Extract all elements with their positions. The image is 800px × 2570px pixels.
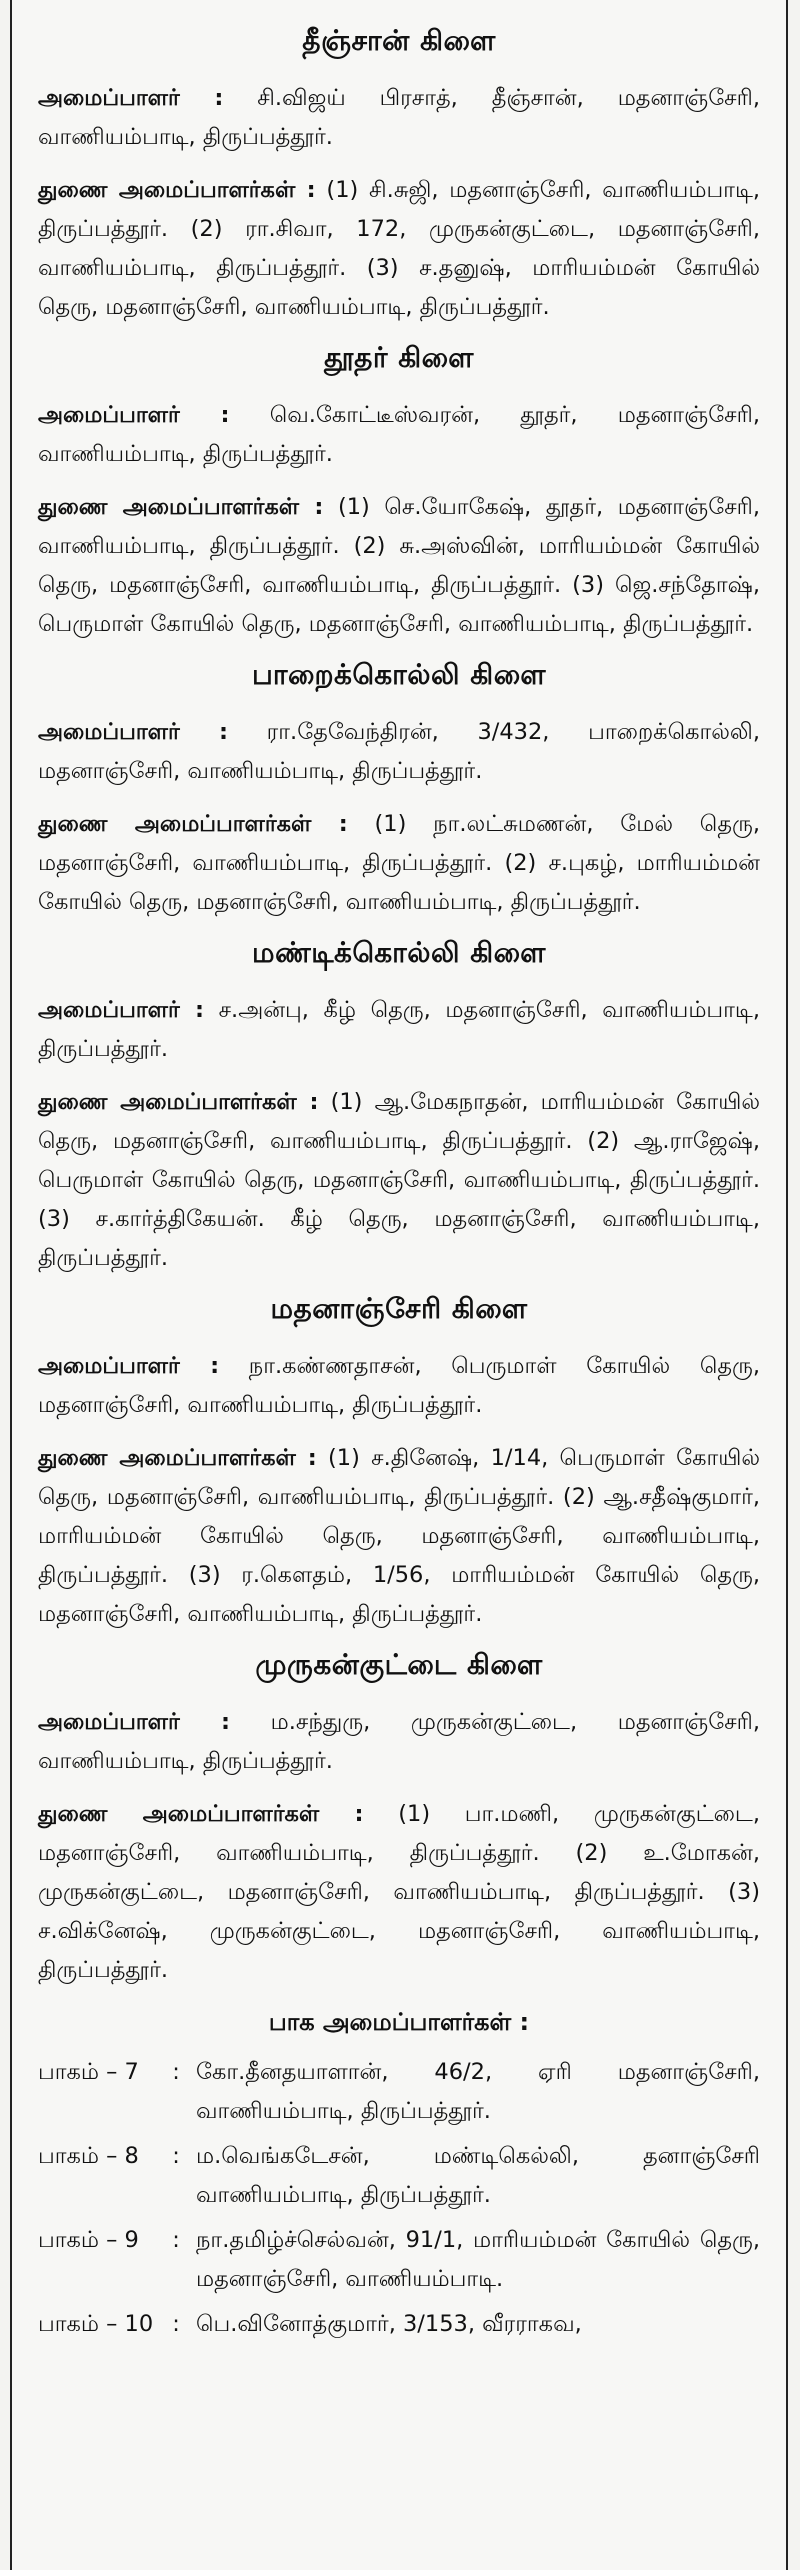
organizer-label: அமைப்பாளர் : (38, 402, 230, 428)
deputy-label: துணை அமைப்பாளர்கள் : (38, 494, 324, 520)
deputy-paragraph (38, 1083, 760, 1278)
organizer-paragraph (38, 1703, 760, 1781)
deputy-paragraph (38, 488, 760, 644)
part-colon: : (172, 2311, 180, 2337)
deputy-text: (1) ஆ.மேகநாதன், மாரியம்மன் கோயில் தெரு, மதனாஞ்சேரி, வாணியம்பாடி, திருப்பத்தூர். (2) ஆ.ராஜேஷ், பெருமாள் கோயில் தெரு, மதனாஞ்சேரி, வாணியம்பாடி, திருப்பத்தூர். (3) ச.கார்த்திகேயன். கீழ் தெரு, மதனாஞ்சேரி, வாணியம்பாடி, திருப்பத்தூர். (38, 1089, 760, 1271)
organizer-text: சி.விஜய் பிரசாத், தீஞ்சான், மதனாஞ்சேரி, வாணியம்பாடி, திருப்பத்தூர். (38, 85, 760, 150)
branch-title: மண்டிக்கொல்லி கிளை (252, 936, 546, 969)
deputy-text: (1) பா.மணி, முருகன்குட்டை, மதனாஞ்சேரி, வாணியம்பாடி, திருப்பத்தூர். (2) உ.மோகன், முருகன்குட்டை, மதனாஞ்சேரி, வாணியம்பாடி, திருப்பத்தூர். (3) ச.விக்னேஷ், முருகன்குட்டை, மதனாஞ்சேரி, வாணியம்பாடி, திருப்பத்தூர். (38, 1801, 760, 1983)
deputy-text: (1) ச.தினேஷ், 1/14, பெருமாள் கோயில் தெரு, மதனாஞ்சேரி, வாணியம்பாடி, திருப்பத்தூர். (2) ஆ.சதீஷ்குமார், மாரியம்மன் கோயில் தெரு, மதனாஞ்சேரி, வாணியம்பாடி, திருப்பத்தூர். (3) ர.கௌதம், 1/56, மாரியம்மன் கோயில் தெரு, மதனாஞ்சேரி, வாணியம்பாடி, திருப்பத்தூர். (38, 1445, 760, 1627)
organizer-label: அமைப்பாளர் : (38, 85, 224, 111)
organizer-paragraph (38, 991, 760, 1069)
branch-title: பாறைக்கொல்லி கிளை (252, 658, 546, 691)
deputy-text: (1) செ.யோகேஷ், தூதர், மதனாஞ்சேரி, வாணியம்பாடி, திருப்பத்தூர். (2) சு.அஸ்வின், மாரியம்மன் கோயில் தெரு, மதனாஞ்சேரி, வாணியம்பாடி, திருப்பத்தூர். (3) ஜெ.சந்தோஷ், பெருமாள் கோயில் தெரு, மதனாஞ்சேரி, வாணியம்பாடி, திருப்பத்தூர். (38, 494, 760, 637)
deputy-paragraph (38, 805, 760, 922)
part-number: பாகம் – 7 (38, 2059, 139, 2085)
part-number: பாகம் – 8 (38, 2143, 139, 2169)
part-colon: : (172, 2143, 180, 2169)
organizer-label: அமைப்பாளர் : (38, 997, 204, 1023)
branch-title: மதனாஞ்சேரி கிளை (270, 1292, 528, 1325)
part-number: பாகம் – 9 (38, 2227, 139, 2253)
organizer-label: அமைப்பாளர் : (38, 719, 229, 745)
part-organizers-title: பாக அமைப்பாளர்கள் : (268, 2008, 530, 2036)
branch-section (38, 936, 760, 1278)
branch-section (38, 341, 760, 644)
organizer-text: நா.கண்ணதாசன், பெருமாள் கோயில் தெரு, மதனாஞ்சேரி, வாணியம்பாடி, திருப்பத்தூர். (38, 1353, 760, 1418)
deputy-paragraph (38, 1795, 760, 1990)
part-organizer-text: ம.வெங்கடேசன், மண்டிகெல்லி, தனாஞ்சேரி வாணியம்பாடி, திருப்பத்தூர். (196, 2143, 760, 2208)
deputy-label: துணை அமைப்பாளர்கள் : (38, 811, 348, 837)
organizer-text: ச.அன்பு, கீழ் தெரு, மதனாஞ்சேரி, வாணியம்பாடி, திருப்பத்தூர். (38, 997, 760, 1062)
part-row (38, 2053, 760, 2131)
deputy-paragraph (38, 1439, 760, 1634)
organizer-label: அமைப்பாளர் : (38, 1709, 231, 1735)
part-colon: : (172, 2227, 180, 2253)
organizer-paragraph (38, 396, 760, 474)
branch-section (38, 658, 760, 922)
organizer-paragraph (38, 79, 760, 157)
branch-title: முருகன்குட்டை கிளை (255, 1648, 543, 1681)
deputy-text: (1) நா.லட்சுமணன், மேல் தெரு, மதனாஞ்சேரி, வாணியம்பாடி, திருப்பத்தூர். (2) ச.புகழ், மாரியம்மன் கோயில் தெரு, மதனாஞ்சேரி, வாணியம்பாடி, திருப்பத்தூர். (38, 811, 760, 915)
part-colon: : (172, 2059, 180, 2085)
branch-section (38, 1292, 760, 1634)
document-page (10, 0, 788, 2570)
organizer-text: ரா.தேவேந்திரன், 3/432, பாறைக்கொல்லி, மதனாஞ்சேரி, வாணியம்பாடி, திருப்பத்தூர். (38, 719, 760, 784)
deputy-label: துணை அமைப்பாளர்கள் : (38, 1089, 319, 1115)
part-row (38, 2137, 760, 2215)
branch-title: தீஞ்சான் கிளை (302, 24, 496, 57)
organizer-text: ம.சந்துரு, முருகன்குட்டை, மதனாஞ்சேரி, வாணியம்பாடி, திருப்பத்தூர். (38, 1709, 760, 1774)
organizer-label: அமைப்பாளர் : (38, 1353, 220, 1379)
organizer-paragraph (38, 713, 760, 791)
part-organizers-section (38, 2008, 760, 2344)
branch-title: தூதர் கிளை (324, 341, 474, 374)
branch-section (38, 1648, 760, 1990)
branch-section (38, 24, 760, 327)
organizer-text: வெ.கோட்டீஸ்வரன், தூதர், மதனாஞ்சேரி, வாணியம்பாடி, திருப்பத்தூர். (38, 402, 760, 467)
part-organizer-text: நா.தமிழ்ச்செல்வன், 91/1, மாரியம்மன் கோயில் தெரு, மதனாஞ்சேரி, வாணியம்பாடி. (196, 2227, 760, 2292)
part-organizer-text: கோ.தீனதயாளான், 46/2, ஏரி மதனாஞ்சேரி, வாணியம்பாடி, திருப்பத்தூர். (196, 2059, 760, 2124)
deputy-label: துணை அமைப்பாளர்கள் : (38, 1445, 317, 1471)
deputy-label: துணை அமைப்பாளர்கள் : (38, 177, 316, 203)
deputy-text: (1) சி.சுஜி, மதனாஞ்சேரி, வாணியம்பாடி, திருப்பத்தூர். (2) ரா.சிவா, 172, முருகன்குட்டை, மதனாஞ்சேரி, வாணியம்பாடி, திருப்பத்தூர். (3) ச.தனுஷ், மாரியம்மன் கோயில் தெரு, மதனாஞ்சேரி, வாணியம்பாடி, திருப்பத்தூர். (38, 177, 761, 320)
part-row (38, 2221, 760, 2299)
organizer-paragraph (38, 1347, 760, 1425)
part-number: பாகம் – 10 (38, 2311, 154, 2337)
deputy-label: துணை அமைப்பாளர்கள் : (38, 1801, 364, 1827)
part-organizer-text: பெ.வினோத்குமார், 3/153, வீரராகவ, (196, 2311, 582, 2337)
deputy-paragraph (38, 171, 760, 327)
part-row (38, 2305, 760, 2344)
